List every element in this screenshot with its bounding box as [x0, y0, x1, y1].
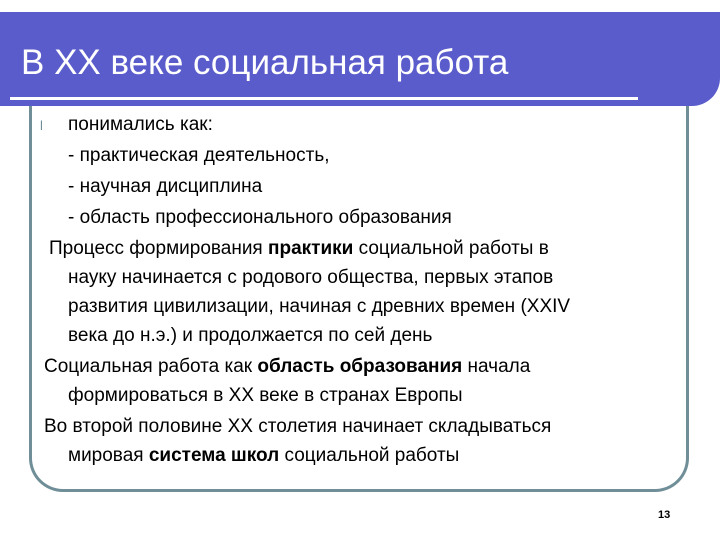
sub-item-science: - научная дисциплина	[68, 176, 263, 197]
para3-line1: Во второй половине XX столетия начинает складываться	[44, 416, 552, 437]
para2-line2: формироваться в XX веке в странах Европы	[68, 385, 463, 406]
para2-emphasis: область образования	[257, 356, 463, 377]
bullet-line: понимались как:	[68, 114, 213, 135]
sub-item-practice: - практическая деятельность,	[68, 145, 330, 166]
sub-item-education: - область профессионального образования	[68, 207, 452, 228]
para3-text: мировая	[68, 445, 149, 466]
para1-line4: века до н.э.) и продолжается по сей день	[68, 325, 433, 346]
title-bar	[0, 12, 720, 106]
para2-line1	[44, 354, 530, 380]
title-underline	[10, 97, 638, 100]
para1-line1	[49, 236, 549, 262]
slide-title: В XX веке социальная работа	[21, 43, 509, 82]
para3-emphasis: система школ	[148, 445, 280, 466]
para3-line2	[68, 443, 459, 469]
page-number: 13	[658, 509, 671, 521]
para1-emphasis: практики	[268, 238, 354, 259]
para1-line2: науку начинается с родового общества, первых этапов	[68, 267, 554, 288]
para1-text: Процесс формирования	[49, 238, 269, 259]
para2-text-end: начала	[462, 356, 531, 377]
para1-text-end: социальной работы в	[353, 238, 549, 259]
para3-text-end: социальной работы	[279, 445, 460, 466]
para2-text: Социальная работа как	[44, 356, 258, 377]
para1-line3: развития цивилизации, начиная с древних времен (XXIV	[68, 296, 571, 317]
bullet-icon: l	[40, 118, 43, 133]
